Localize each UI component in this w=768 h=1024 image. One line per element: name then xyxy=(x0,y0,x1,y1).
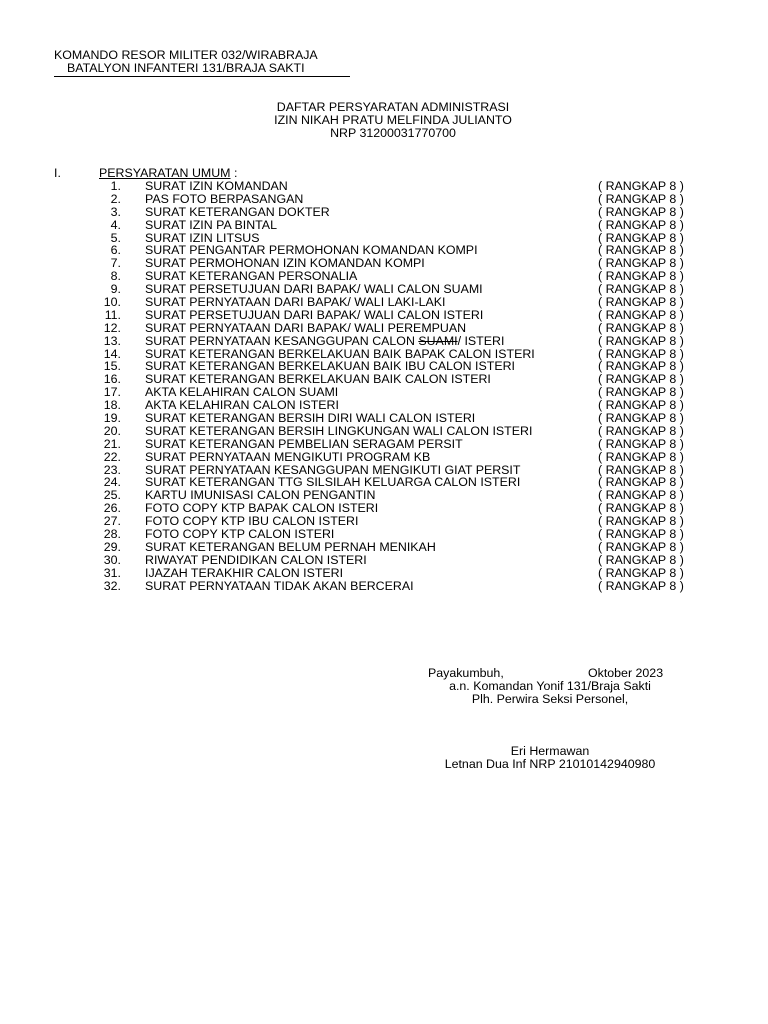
item-text: SURAT KETERANGAN BERKELAKUAN BAIK CALON ISTERI xyxy=(145,372,491,387)
item-text-part: SURAT PERNYATAAN KESANGGUPAN CALON xyxy=(145,333,419,348)
item-number: 21. xyxy=(103,436,121,451)
item-copies: ( RANGKAP 8 ) xyxy=(598,565,684,580)
document-title xyxy=(193,101,593,140)
title-line-1: DAFTAR PERSYARATAN ADMINISTRASI xyxy=(276,100,510,114)
item-text: RIWAYAT PENDIDIKAN CALON ISTERI xyxy=(145,552,367,567)
section-numeral: I. xyxy=(54,166,61,180)
item-copies: ( RANGKAP 8 ) xyxy=(598,256,684,271)
list-item xyxy=(54,411,754,424)
list-item xyxy=(54,269,754,282)
item-text: SURAT PENGANTAR PERMOHONAN KOMANDAN KOMPI xyxy=(145,243,478,258)
item-text: SURAT KETERANGAN BERKELAKUAN BAIK BAPAK CALON ISTERI xyxy=(145,346,535,361)
list-item xyxy=(54,553,754,566)
item-text: SURAT PERSETUJUAN DARI BAPAK/ WALI CALON ISTERI xyxy=(145,307,484,322)
list-item xyxy=(54,372,754,385)
list-item xyxy=(54,205,754,218)
place-date-line xyxy=(428,667,688,680)
requirements-list xyxy=(54,179,754,592)
item-number: 13. xyxy=(103,333,121,348)
list-item xyxy=(54,385,754,398)
signature-block xyxy=(428,667,688,771)
list-item xyxy=(54,514,754,527)
item-text: SURAT KETERANGAN TTG SILSILAH KELUARGA CALON ISTERI xyxy=(145,475,521,490)
item-number: 27. xyxy=(103,514,121,529)
list-item xyxy=(54,359,754,372)
list-item xyxy=(54,256,754,269)
list-item xyxy=(54,179,754,192)
item-text: AKTA KELAHIRAN CALON SUAMI xyxy=(145,385,339,400)
item-copies: ( RANGKAP 8 ) xyxy=(598,411,684,426)
item-number: 30. xyxy=(103,552,121,567)
item-number: 24. xyxy=(103,475,121,490)
item-copies: ( RANGKAP 8 ) xyxy=(598,346,684,361)
list-item xyxy=(54,308,754,321)
item-copies: ( RANGKAP 8 ) xyxy=(598,398,684,413)
signer-name: Eri Hermawan xyxy=(510,744,590,758)
item-copies: ( RANGKAP 8 ) xyxy=(598,449,684,464)
item-number: 5. xyxy=(110,230,121,245)
item-number: 29. xyxy=(103,539,121,554)
list-item xyxy=(54,192,754,205)
list-item xyxy=(54,424,754,437)
item-number: 16. xyxy=(103,372,121,387)
item-text: SURAT IZIN LITSUS xyxy=(145,230,260,245)
item-number: 7. xyxy=(110,256,121,271)
item-number: 17. xyxy=(103,385,121,400)
item-copies: ( RANGKAP 8 ) xyxy=(598,539,684,554)
list-item xyxy=(54,475,754,488)
item-text: FOTO COPY KTP BAPAK CALON ISTERI xyxy=(145,501,379,516)
item-copies: ( RANGKAP 8 ) xyxy=(598,552,684,567)
org-line-2: BATALYON INFANTERI 131/BRAJA SAKTI xyxy=(54,62,350,77)
item-number: 23. xyxy=(103,462,121,477)
letterhead xyxy=(54,49,350,77)
section-title-colon: : xyxy=(230,166,238,180)
item-number: 18. xyxy=(103,398,121,413)
item-copies: ( RANGKAP 8 ) xyxy=(598,527,684,542)
item-number: 4. xyxy=(110,217,121,232)
list-item xyxy=(54,334,754,347)
item-text: SURAT IZIN KOMANDAN xyxy=(145,179,288,193)
item-text: SURAT PERNYATAAN KESANGGUPAN MENGIKUTI GIAT PERSIT xyxy=(145,462,521,477)
list-item xyxy=(54,231,754,244)
item-copies: ( RANGKAP 8 ) xyxy=(598,295,684,310)
item-copies: ( RANGKAP 8 ) xyxy=(598,307,684,322)
list-item xyxy=(54,243,754,256)
list-item xyxy=(54,450,754,463)
item-number: 14. xyxy=(103,346,121,361)
item-copies: ( RANGKAP 8 ) xyxy=(598,475,684,490)
item-number: 15. xyxy=(103,359,121,374)
list-item xyxy=(54,347,754,360)
signature-place: Payakumbuh, xyxy=(428,666,504,680)
item-number: 1. xyxy=(110,179,121,193)
item-copies: ( RANGKAP 8 ) xyxy=(598,514,684,529)
list-item xyxy=(54,218,754,231)
item-text: SURAT PERNYATAAN TIDAK AKAN BERCERAI xyxy=(145,578,414,593)
signature-date: Oktober 2023 xyxy=(588,666,664,680)
item-number: 8. xyxy=(110,269,121,284)
item-text-struck: SUAMI xyxy=(418,333,458,348)
item-text: SURAT PERSETUJUAN DARI BAPAK/ WALI CALON SUAMI xyxy=(145,282,483,297)
list-item xyxy=(54,566,754,579)
item-text: SURAT KETERANGAN DOKTER xyxy=(145,204,330,219)
item-copies: ( RANGKAP 8 ) xyxy=(598,423,684,438)
item-number: 11. xyxy=(104,307,121,322)
list-item xyxy=(54,295,754,308)
item-copies: ( RANGKAP 8 ) xyxy=(598,488,684,503)
list-item xyxy=(54,282,754,295)
item-copies: ( RANGKAP 8 ) xyxy=(598,243,684,258)
section-title-label: PERSYARATAN UMUM xyxy=(99,166,231,180)
item-copies: ( RANGKAP 8 ) xyxy=(598,372,684,387)
item-number: 9. xyxy=(110,282,121,297)
item-copies: ( RANGKAP 8 ) xyxy=(598,217,684,232)
list-item xyxy=(54,321,754,334)
item-copies: ( RANGKAP 8 ) xyxy=(598,269,684,284)
item-text: FOTO COPY KTP IBU CALON ISTERI xyxy=(145,514,359,529)
org-line-1: KOMANDO RESOR MILITER 032/WIRABRAJA xyxy=(54,48,318,62)
item-text: KARTU IMUNISASI CALON PENGANTIN xyxy=(145,488,376,503)
list-item xyxy=(54,398,754,411)
item-text: SURAT IZIN PA BINTAL xyxy=(145,217,277,232)
item-number: 31. xyxy=(103,565,121,580)
title-line-2: IZIN NIKAH PRATU MELFINDA JULIANTO xyxy=(274,113,512,127)
section-title xyxy=(99,166,237,180)
signature-line-2: Plh. Perwira Seksi Personel, xyxy=(471,692,629,706)
item-text xyxy=(145,334,504,348)
item-text: SURAT KETERANGAN BELUM PERNAH MENIKAH xyxy=(145,539,436,554)
item-number: 25. xyxy=(103,488,121,503)
item-copies: ( RANGKAP 8 ) xyxy=(598,282,684,297)
item-copies: ( RANGKAP 8 ) xyxy=(598,578,684,593)
item-copies: ( RANGKAP 8 ) xyxy=(598,462,684,477)
item-number: 20. xyxy=(103,423,121,438)
item-number: 3. xyxy=(110,204,121,219)
item-text: SURAT KETERANGAN PEMBELIAN SERAGAM PERSIT xyxy=(145,436,463,451)
item-number: 28. xyxy=(103,527,121,542)
title-line-3: NRP 31200031770700 xyxy=(330,126,456,140)
list-item xyxy=(54,488,754,501)
signer-rank: Letnan Dua Inf NRP 21010142940980 xyxy=(444,757,656,771)
list-item xyxy=(54,579,754,592)
item-copies: ( RANGKAP 8 ) xyxy=(598,204,684,219)
item-text: SURAT KETERANGAN BERSIH LINGKUNGAN WALI CALON ISTERI xyxy=(145,423,533,438)
item-copies: ( RANGKAP 8 ) xyxy=(598,191,684,206)
item-text: AKTA KELAHIRAN CALON ISTERI xyxy=(145,398,339,413)
item-copies: ( RANGKAP 8 ) xyxy=(598,385,684,400)
item-text: FOTO COPY KTP CALON ISTERI xyxy=(145,527,335,542)
item-copies: ( RANGKAP 8 ) xyxy=(598,359,684,374)
item-number: 32. xyxy=(103,578,121,593)
item-text: IJAZAH TERAKHIR CALON ISTERI xyxy=(145,565,344,580)
item-number: 6. xyxy=(110,243,121,258)
list-item xyxy=(54,463,754,476)
list-item xyxy=(54,527,754,540)
item-text: SURAT KETERANGAN PERSONALIA xyxy=(145,269,358,284)
item-number: 22. xyxy=(103,449,121,464)
item-number: 10. xyxy=(103,295,121,310)
item-copies: ( RANGKAP 8 ) xyxy=(598,320,684,335)
item-text: SURAT KETERANGAN BERKELAKUAN BAIK IBU CALON ISTERI xyxy=(145,359,515,374)
list-item xyxy=(54,540,754,553)
list-item xyxy=(54,437,754,450)
item-number: 2. xyxy=(110,191,121,206)
item-text: SURAT PERMOHONAN IZIN KOMANDAN KOMPI xyxy=(145,256,425,271)
signature-line-1: a.n. Komandan Yonif 131/Braja Sakti xyxy=(449,679,651,693)
item-copies: ( RANGKAP 8 ) xyxy=(598,230,684,245)
item-text: SURAT KETERANGAN BERSIH DIRI WALI CALON ISTERI xyxy=(145,411,476,426)
item-copies: ( RANGKAP 8 ) xyxy=(598,333,684,348)
item-copies: ( RANGKAP 8 ) xyxy=(598,436,684,451)
item-number: 26. xyxy=(103,501,121,516)
item-number: 19. xyxy=(103,411,121,426)
item-copies: ( RANGKAP 8 ) xyxy=(598,179,684,193)
item-text: SURAT PERNYATAAN DARI BAPAK/ WALI LAKI-LAKI xyxy=(145,295,446,310)
list-item xyxy=(54,501,754,514)
item-text: SURAT PERNYATAAN DARI BAPAK/ WALI PEREMPUAN xyxy=(145,320,467,335)
item-text: PAS FOTO BERPASANGAN xyxy=(145,191,304,206)
item-text-part: / ISTERI xyxy=(457,333,505,348)
item-copies: ( RANGKAP 8 ) xyxy=(598,501,684,516)
item-number: 12. xyxy=(103,320,121,335)
item-text: SURAT PERNYATAAN MENGIKUTI PROGRAM KB xyxy=(145,449,431,464)
